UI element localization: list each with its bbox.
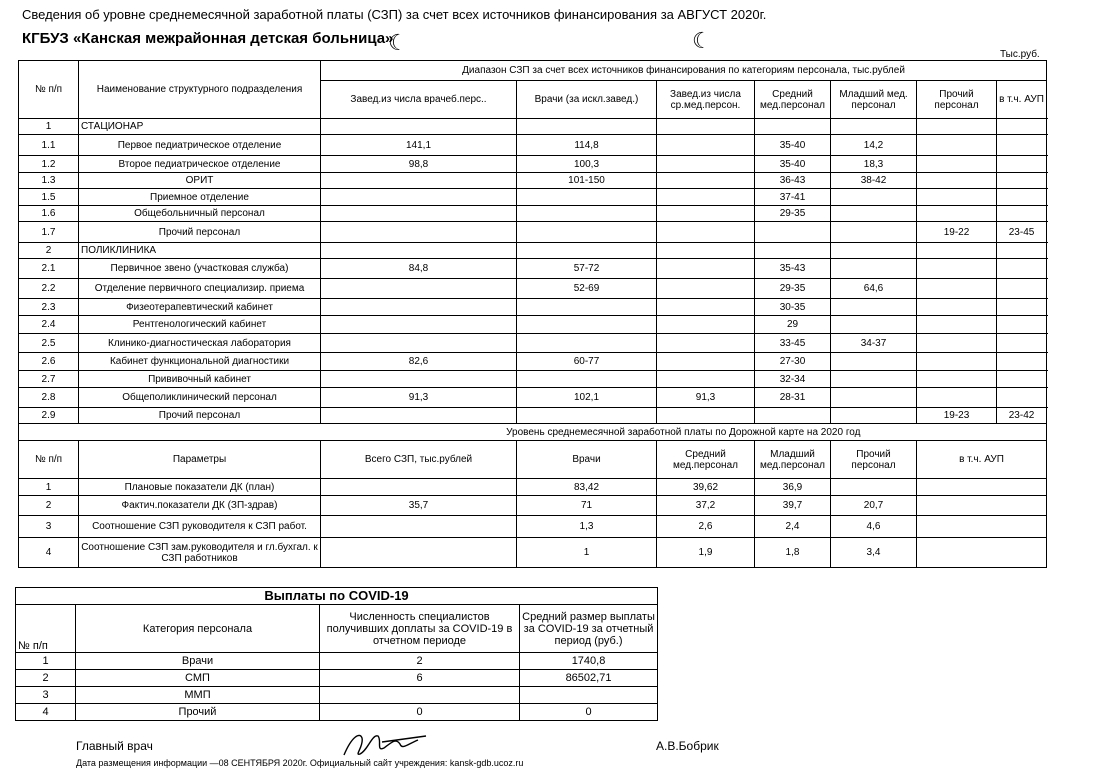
row-name: Фактич.показатели ДК (ЗП-здрав) (79, 496, 321, 516)
cell-value: 82,6 (321, 353, 517, 371)
cell-value (657, 189, 755, 206)
row-name: Приемное отделение (79, 189, 321, 206)
cell-value (657, 173, 755, 189)
row-name: Общебольничный персонал (79, 206, 321, 222)
cell-value (321, 299, 517, 316)
row-name: Прививочный кабинет (79, 371, 321, 388)
dk-col-header: Младший мед.персонал (755, 441, 831, 479)
cell-value (657, 119, 755, 135)
cell-value (657, 135, 755, 156)
row-name: Рентгенологический кабинет (79, 316, 321, 334)
cell-value: 19-23 (917, 408, 997, 424)
cell-value: 91,3 (657, 388, 755, 408)
cell-value (997, 299, 1047, 316)
covid-cat: ММП (76, 687, 320, 704)
cell-value (321, 371, 517, 388)
row-name: Второе педиатрическое отделение (79, 156, 321, 173)
table-row (16, 704, 658, 721)
row-number: 2.9 (19, 408, 79, 424)
report-heading: Сведения об уровне среднемесячной заработной платы (СЗП) за счет всех источников финансирования за АВГУСТ 2020г. (22, 7, 767, 22)
cell-value (917, 516, 1047, 538)
cell-value: 3,4 (831, 538, 917, 568)
table-row (19, 316, 1047, 334)
covid-avg (520, 687, 658, 704)
cell-value (831, 316, 917, 334)
cell-value: 91,3 (321, 388, 517, 408)
row-name: Соотношение СЗП зам.руководителя и гл.бухгал. к СЗП работников (79, 538, 321, 568)
cell-value: 35-40 (755, 135, 831, 156)
row-name: Плановые показатели ДК (план) (79, 479, 321, 496)
cell-value (657, 259, 755, 279)
row-number: 4 (19, 538, 79, 568)
chief-doctor-name: А.В.Бобрик (656, 739, 719, 753)
row-number: 2.7 (19, 371, 79, 388)
cell-value (831, 388, 917, 408)
row-name: Кабинет функциональной диагностики (79, 353, 321, 371)
cell-value (755, 119, 831, 135)
cell-value (997, 371, 1047, 388)
cell-value (831, 408, 917, 424)
row-number: 1 (19, 119, 79, 135)
table-row (19, 243, 1047, 259)
cell-value (831, 243, 917, 259)
covid-n: 3 (16, 687, 76, 704)
covid-col-header: Средний размер выплаты за COVID-19 за отчетный период (руб.) (520, 605, 658, 653)
row-number: 2.2 (19, 279, 79, 299)
covid-avg: 0 (520, 704, 658, 721)
covid-n: 1 (16, 653, 76, 670)
row-name: ПОЛИКЛИНИКА (79, 243, 321, 259)
cell-value (917, 119, 997, 135)
cell-value: 60-77 (517, 353, 657, 371)
cell-value (657, 371, 755, 388)
cell-value (517, 243, 657, 259)
cell-value (831, 119, 917, 135)
cell-value (657, 334, 755, 353)
cell-value (321, 408, 517, 424)
cell-value: 114,8 (517, 135, 657, 156)
publication-note: Дата размещения информации —08 СЕНТЯБРЯ 2020г. Официальный сайт учреждения: kansk-gdb.ucoz.ru (76, 758, 524, 768)
cell-value: 29 (755, 316, 831, 334)
cell-value: 19-22 (917, 222, 997, 243)
dk-col-header: Прочий персонал (831, 441, 917, 479)
cell-value (321, 334, 517, 353)
table-row (16, 670, 658, 687)
cell-value (917, 156, 997, 173)
table-row (19, 279, 1047, 299)
cell-value: 29-35 (755, 206, 831, 222)
dk-col-header: Параметры (79, 441, 321, 479)
cell-value (917, 135, 997, 156)
row-number: 1.7 (19, 222, 79, 243)
cell-value (997, 189, 1047, 206)
col-num-header: № п/п (19, 61, 79, 119)
table-row (19, 206, 1047, 222)
table-row (19, 222, 1047, 243)
cell-value (321, 279, 517, 299)
cell-value (917, 259, 997, 279)
roadmap-rows (19, 479, 1047, 568)
row-name: Первое педиатрическое отделение (79, 135, 321, 156)
subcol-header: Младший мед. персонал (831, 81, 917, 119)
cell-value: 30-35 (755, 299, 831, 316)
cell-value (917, 334, 997, 353)
row-name: Прочий персонал (79, 222, 321, 243)
dk-col-header: № п/п (19, 441, 79, 479)
cell-value: 141,1 (321, 135, 517, 156)
cell-value (517, 316, 657, 334)
cell-value (321, 516, 517, 538)
cell-value (917, 243, 997, 259)
row-name: Соотношение СЗП руководителя к СЗП работ. (79, 516, 321, 538)
cell-value: 71 (517, 496, 657, 516)
row-number: 1.6 (19, 206, 79, 222)
cell-value (755, 222, 831, 243)
covid-table (15, 587, 658, 721)
cell-value (831, 259, 917, 279)
table-row (19, 334, 1047, 353)
table-row (19, 299, 1047, 316)
cell-value: 14,2 (831, 135, 917, 156)
covid-avg: 1740,8 (520, 653, 658, 670)
cell-value (517, 189, 657, 206)
cell-value (517, 222, 657, 243)
cell-value: 39,7 (755, 496, 831, 516)
cell-value (997, 259, 1047, 279)
cell-value: 38-42 (831, 173, 917, 189)
table-row (19, 353, 1047, 371)
subcol-header: Врачи (за искл.завед.) (517, 81, 657, 119)
cell-value (321, 538, 517, 568)
table-row (16, 687, 658, 704)
covid-count (320, 687, 520, 704)
row-number: 2.1 (19, 259, 79, 279)
range-rows (19, 119, 1047, 424)
table-row (19, 516, 1047, 538)
table-row (19, 388, 1047, 408)
cell-value: 57-72 (517, 259, 657, 279)
covid-count: 6 (320, 670, 520, 687)
cell-value (657, 243, 755, 259)
cell-value: 102,1 (517, 388, 657, 408)
cell-value (997, 388, 1047, 408)
subcol-header: Прочий персонал (917, 81, 997, 119)
table-row (19, 173, 1047, 189)
cell-value (917, 299, 997, 316)
cell-value (997, 279, 1047, 299)
covid-count: 2 (320, 653, 520, 670)
cell-value: 98,8 (321, 156, 517, 173)
cell-value: 101-150 (517, 173, 657, 189)
cell-value (517, 299, 657, 316)
cell-value: 29-35 (755, 279, 831, 299)
row-number: 2.6 (19, 353, 79, 371)
cell-value: 36-43 (755, 173, 831, 189)
cell-value: 2,6 (657, 516, 755, 538)
cell-value: 4,6 (831, 516, 917, 538)
table-row (19, 189, 1047, 206)
roadmap-title: Уровень среднемесячной заработной платы по Дорожной карте на 2020 год (321, 424, 1047, 441)
crescent-icon: ☾ (692, 28, 712, 53)
cell-value (917, 316, 997, 334)
cell-value: 100,3 (517, 156, 657, 173)
signature-image (338, 728, 434, 762)
table-row (19, 259, 1047, 279)
dk-col-header: в т.ч. АУП (917, 441, 1047, 479)
cell-value (917, 496, 1047, 516)
cell-value (997, 316, 1047, 334)
table-row (19, 371, 1047, 388)
cell-value: 32-34 (755, 371, 831, 388)
cell-value: 23-45 (997, 222, 1047, 243)
cell-value (997, 334, 1047, 353)
cell-value (517, 408, 657, 424)
cell-value (321, 189, 517, 206)
salary-range-table (18, 60, 1047, 568)
cell-value (755, 408, 831, 424)
row-number: 2.8 (19, 388, 79, 408)
covid-title: Выплаты по COVID-19 (16, 588, 658, 605)
cell-value (997, 243, 1047, 259)
cell-value (321, 119, 517, 135)
cell-value: 37,2 (657, 496, 755, 516)
cell-value: 36,9 (755, 479, 831, 496)
table-row (19, 496, 1047, 516)
row-number: 2 (19, 496, 79, 516)
cell-value (321, 479, 517, 496)
cell-value (831, 206, 917, 222)
cell-value (517, 334, 657, 353)
row-number: 1.1 (19, 135, 79, 156)
row-number: 1.2 (19, 156, 79, 173)
covid-cat: Прочий (76, 704, 320, 721)
units-label: Тыс.руб. (1000, 49, 1040, 60)
cell-value (321, 222, 517, 243)
cell-value (831, 353, 917, 371)
table-row (19, 538, 1047, 568)
row-name: Физеотерапевтический кабинет (79, 299, 321, 316)
covid-col-header: Категория персонала (76, 605, 320, 653)
cell-value (657, 408, 755, 424)
cell-value (997, 135, 1047, 156)
row-name: Первичное звено (участковая служба) (79, 259, 321, 279)
cell-value: 18,3 (831, 156, 917, 173)
organization-name: КГБУЗ «Канская межрайонная детская больница» (22, 30, 394, 47)
row-number: 1.3 (19, 173, 79, 189)
row-name: СТАЦИОНАР (79, 119, 321, 135)
cell-value (831, 189, 917, 206)
cell-value: 27-30 (755, 353, 831, 371)
cell-value (917, 279, 997, 299)
cell-value (657, 353, 755, 371)
cell-value (917, 479, 1047, 496)
row-name: Клинико-диагностическая лаборатория (79, 334, 321, 353)
cell-value (917, 538, 1047, 568)
table-row (19, 408, 1047, 424)
cell-value (657, 222, 755, 243)
cell-value: 83,42 (517, 479, 657, 496)
covid-col-header: № п/п (16, 605, 76, 653)
cell-value (831, 479, 917, 496)
cell-value (997, 156, 1047, 173)
cell-value: 52-69 (517, 279, 657, 299)
cell-value: 1,3 (517, 516, 657, 538)
chief-doctor-label: Главный врач (76, 739, 153, 753)
cell-value: 1 (517, 538, 657, 568)
covid-n: 2 (16, 670, 76, 687)
cell-value (517, 371, 657, 388)
covid-col-header: Численность специалистов получивших доплаты за COVID-19 в отчетном периоде (320, 605, 520, 653)
row-name: Прочий персонал (79, 408, 321, 424)
cell-value (321, 316, 517, 334)
covid-n: 4 (16, 704, 76, 721)
cell-value (831, 299, 917, 316)
cell-value: 84,8 (321, 259, 517, 279)
covid-cat: Врачи (76, 653, 320, 670)
cell-value (997, 206, 1047, 222)
cell-value: 2,4 (755, 516, 831, 538)
cell-value (321, 206, 517, 222)
table-row (19, 156, 1047, 173)
cell-value: 35-40 (755, 156, 831, 173)
row-name: ОРИТ (79, 173, 321, 189)
dk-col-header: Средний мед.персонал (657, 441, 755, 479)
cell-value (917, 189, 997, 206)
row-number: 2.5 (19, 334, 79, 353)
cell-value: 28-31 (755, 388, 831, 408)
cell-value: 34-37 (831, 334, 917, 353)
subcol-header: Средний мед.персонал (755, 81, 831, 119)
cell-value (917, 371, 997, 388)
table-row (19, 135, 1047, 156)
row-number: 2.4 (19, 316, 79, 334)
cell-value (917, 388, 997, 408)
cell-value: 39,62 (657, 479, 755, 496)
row-name: Общеполиклинический персонал (79, 388, 321, 408)
cell-value (321, 243, 517, 259)
covid-avg: 86502,71 (520, 670, 658, 687)
cell-value (755, 243, 831, 259)
cell-value (997, 353, 1047, 371)
roadmap-section (19, 424, 1047, 479)
cell-value (831, 371, 917, 388)
table-row (16, 653, 658, 670)
cell-value (657, 156, 755, 173)
crescent-icon: ☾ (388, 30, 408, 55)
cell-value: 1,9 (657, 538, 755, 568)
cell-value: 35-43 (755, 259, 831, 279)
row-number: 2 (19, 243, 79, 259)
table-row (19, 119, 1047, 135)
covid-cat: СМП (76, 670, 320, 687)
subcol-header: Завед.из числа ср.мед.персон. (657, 81, 755, 119)
range-title: Диапазон СЗП за счет всех источников финансирования по категориям персонала, тыс.рублей (321, 61, 1047, 81)
cell-value (657, 316, 755, 334)
table-row (19, 479, 1047, 496)
cell-value (917, 353, 997, 371)
cell-value (657, 206, 755, 222)
row-number: 1 (19, 479, 79, 496)
cell-value: 1,8 (755, 538, 831, 568)
col-name-header: Наименование структурного подразделения (79, 61, 321, 119)
cell-value: 37-41 (755, 189, 831, 206)
cell-value: 35,7 (321, 496, 517, 516)
row-number: 3 (19, 516, 79, 538)
cell-value (917, 206, 997, 222)
cell-value (997, 119, 1047, 135)
row-number: 1.5 (19, 189, 79, 206)
cell-value (321, 173, 517, 189)
subcol-header: в т.ч. АУП (997, 81, 1047, 119)
cell-value (997, 173, 1047, 189)
cell-value: 23-42 (997, 408, 1047, 424)
covid-count: 0 (320, 704, 520, 721)
cell-value (517, 119, 657, 135)
cell-value (831, 222, 917, 243)
range-section (19, 61, 1047, 119)
cell-value (517, 206, 657, 222)
dk-col-header: Всего СЗП, тыс.рублей (321, 441, 517, 479)
cell-value: 64,6 (831, 279, 917, 299)
cell-value: 33-45 (755, 334, 831, 353)
covid-rows (16, 653, 658, 721)
dk-col-header: Врачи (517, 441, 657, 479)
subcol-header: Завед.из числа врачеб.перс.. (321, 81, 517, 119)
row-number: 2.3 (19, 299, 79, 316)
row-name: Отделение первичного специализир. приема (79, 279, 321, 299)
cell-value (657, 299, 755, 316)
cell-value (917, 173, 997, 189)
cell-value (657, 279, 755, 299)
cell-value: 20,7 (831, 496, 917, 516)
